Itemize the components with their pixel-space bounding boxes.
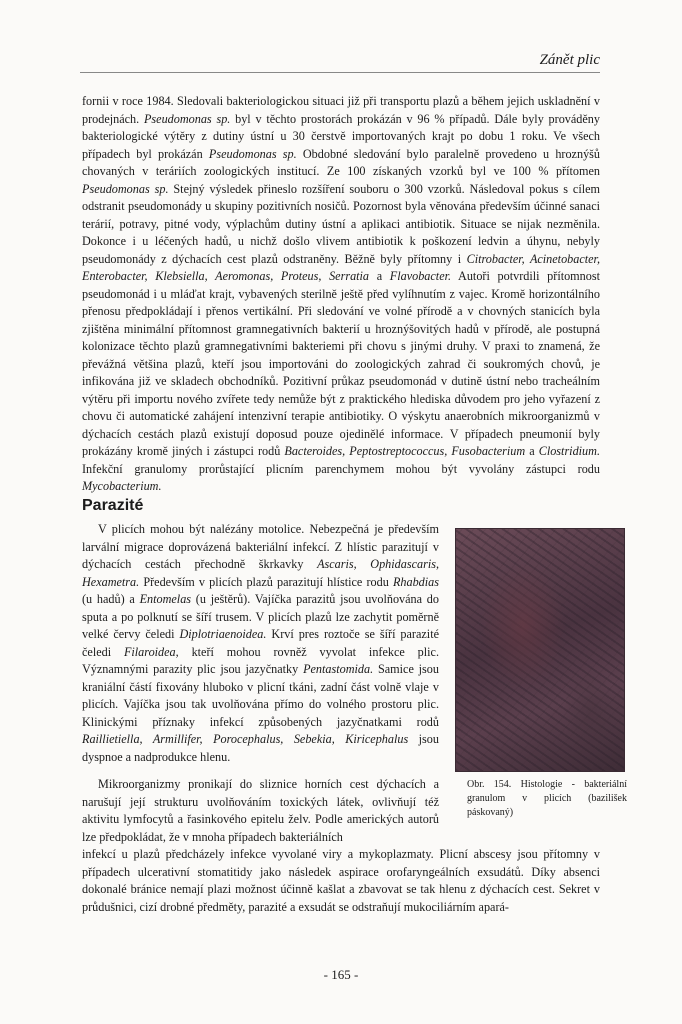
italic-term: Citrobacter, Acinetobacter, Enterobacter, Klebsiella, Aeromonas, Proteus, Serratia — [82, 251, 600, 283]
italic-term: Pseudomonas sp. — [82, 181, 169, 196]
section-heading-parasites: Parazité — [82, 497, 144, 514]
histology-granuloma-image — [455, 528, 625, 772]
page-number: - 165 - — [323, 967, 359, 982]
italic-term: Entomelas — [139, 592, 192, 606]
italic-term: Flavobacter. — [389, 269, 452, 283]
running-header: Zánět plic — [539, 52, 600, 68]
italic-term: Diplotriaenoidea. — [179, 627, 267, 641]
paragraph-parasites: V plicích mohou být nalézány motolice. Nebezpečná je především larvální migrace doprovázená bakteriální infekcí. Z hlístic parazitují v dýchacích cestách přechodně škrkavky Ascaris, Ophidascaris, Hexametra. Především v plicích plazů parazitují hlístice rodu Rhabdias (u hadů) a Entomelas (u ještěrů). Vajíčka parazitů jsou uvolňována do sputa a po polknutí se šíří trusem. V plicích plazů lze zachytit poměrně velké červy čeledi Diplotriaenoidea. Krví pres roztoče se šíří parazité čeledi Filaroidea, kteří mohou rovněž vyvolat infekce plic. Významnými parazity plic jsou jazyčnatky Pentastomida. Samice jsou kraniální částí fixovány hluboko v plicní tkáni, zadní část volně vlaje v plicích. Vajíčka jsou tak uvolňována přímo do volného prostoru plic. Klinickými příznaky infekcí způsobených jazyčnatkami rodů Raillietiella, Armillifer, Porocephalus, Sebekia, Kiricephalus jsou dyspnoe a nadprodukce hlenu. — [82, 522, 439, 764]
italic-term: Pentastomida. — [303, 662, 374, 676]
paragraph-microorganisms: Mikroorganizmy pronikají do sliznice horních cest dýchacích a narušují její strukturu uvolňováním toxických látek, ovlivňují též aktivitu lymfocytů a řasinkového epitelu želv. Podle amerických autorů lze předpokládat, že v mnoha případech bakteriálních — [82, 777, 439, 844]
figure-caption: Obr. 154. Histologie - bakteriální granulom v plicích (bazilišek páskovaný) — [467, 779, 627, 818]
italic-term: Clostridium. — [538, 444, 600, 458]
italic-term: Bacteroides, Peptostreptococcus, Fusobacterium — [284, 444, 526, 458]
italic-term: Filaroidea, — [123, 644, 179, 659]
italic-term: Raillietiella, Armillifer, Porocephalus, Sebekia, Kiricephalus — [82, 732, 409, 746]
header-rule — [80, 72, 600, 73]
italic-term: Rhabdias — [392, 574, 439, 589]
italic-term: Pseudomonas sp. — [208, 146, 297, 161]
italic-term: Pseudomonas sp. — [143, 111, 231, 126]
italic-term: Mycobacterium. — [82, 479, 162, 493]
italic-term: Ascaris, Ophidascaris, Hexametra. — [82, 557, 439, 589]
paragraph-abscesses: infekcí u plazů předcházely infekce vyvolané viry a mykoplazmaty. Plicní abscesy jsou přítomny v případech ulcerativní stomatitidy jako následek aspirace orofaryngeálních exsudátů. Díky absenci dokonalé bránice nemají plazi možnost účinně kašlat a zbavovat se tak hlenu z dýchacích cest. Sekret v průdušnici, cizí drobné předměty, parazité a exsudát se odstraňují mukociliárním apará- — [82, 847, 600, 914]
paragraph-bacteria: fornii v roce 1984. Sledovali bakteriologickou situaci již při transportu plazů a během jejich uskladnění v prodejnách. Pseudomonas sp. byl v těchto prostorách prokázán v 96 % případů. Dále byly prováděny bakteriologické výtěry z dutiny ústní u 30 čerstvě importovaných krajt po dobu 1 roku. Ve všech případech byl prokázán Pseudomonas sp. Obdobné sledování bylo paralelně provedeno u hroznýšů chovaných v teráriích zoologických institucí. Ze 100 získaných vzorků byl ve 100 % přítomen Pseudomonas sp. Stejný výsledek přineslo rozšíření souboru o 300 vzorků. Následoval pokus s cílem odstranit pseudomonády u skupiny pozitivních nosičů. Pozornost byla věnována především účinné sanaci terárií, potravy, pitné vody, výplachům dutiny ústní a aplikaci antibiotik. Situace se nijak nezměnila. Dokonce i u léčených hadů, u nichž došlo vlivem antibiotik k poškození ledvin a úhynu, nebyly pseudomonády z dýchacích cest plazů odstraněny. Běžně byly přítomny i Citrobacter, Acinetobacter, Enterobacter, Klebsiella, Aeromonas, Proteus, Serratia a Flavobacter. Autoři potvrdili přítomnost pseudomonád i u mláďat krajt, vybavených sterilně ještě před vylíhnutím z vajec. Kromě horizontálního přenosu předpokládají i přenos vertikální. Při sledování ve volné přírodě a v chovných stanicích byla zjištěna minimální přítomnost gramnegativních bakterií u hroznýšovitých hadů v přírodě, ale postupná kolonizace těchto plazů gramnegativními bakteriemi při chovu s jinými druhy. V praxi to znamená, že převážná většina plazů, kteří jsou importováni do zoologických zahrad či soukromých chovů, je infikována již ve skladech obchodníků. Pozitivní průkaz pseudomonád v dutině ústní nebo tracheálním výtěru při importu nového zvířete tedy nemůže být z praktického hlediska důvodem pro jeho vyřazení z chovu či automatické zahájení intenzivní terapie antibiotiky. O výskytu anaerobních mikroorganizmů v dýchacích cestách plazů existují doposud pouze ojedinělé informace. V případech pneumonií byly prokázány kromě jiných i zástupci rodů Bacteroides, Peptostreptococcus, Fusobacterium a Clostridium. Infekční granulomy prorůstající plicním parenchymem mohou být vyvolány zástupci rodu Mycobacterium. — [82, 94, 600, 493]
